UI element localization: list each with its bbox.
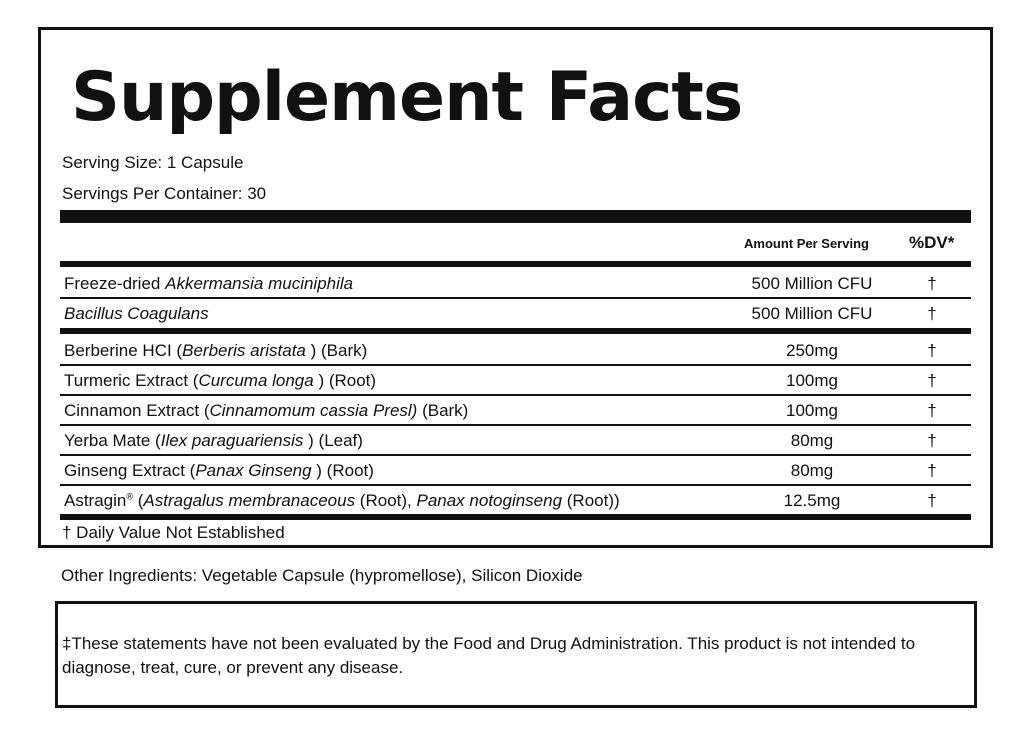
ingredient-row-astragin xyxy=(60,486,971,516)
ingredient-name: Berberine HCI (Berberis aristata ) (Bark) xyxy=(64,341,368,360)
other-ingredients: Other Ingredients: Vegetable Capsule (hypromellose), Silicon Dioxide xyxy=(61,566,583,585)
ingredient-row xyxy=(60,366,971,396)
servings-per-container: Servings Per Container: 30 xyxy=(62,184,267,203)
ingredient-dv: † xyxy=(927,341,937,360)
registered-mark: ® xyxy=(126,491,134,502)
ingredient-name: Yerba Mate (Ilex paraguariensis ) (Leaf) xyxy=(64,431,363,450)
header-percent-dv: %DV* xyxy=(909,233,955,252)
header-amount-per-serving: Amount Per Serving xyxy=(744,236,869,251)
ingredient-amount: 500 Million CFU xyxy=(751,304,873,323)
divider-section xyxy=(60,328,971,334)
ingredient-row xyxy=(60,336,971,366)
fda-disclaimer-box xyxy=(55,601,977,708)
divider-bottom xyxy=(60,514,971,520)
ingredient-dv: † xyxy=(927,401,937,420)
ingredient-amount: 12.5mg xyxy=(783,491,841,510)
ingredient-amount: 100mg xyxy=(786,371,838,390)
ingredient-amount: 100mg xyxy=(786,401,838,420)
ingredient-amount: 250mg xyxy=(786,341,838,360)
ingredient-dv: † xyxy=(927,274,937,293)
panel-title: Supplement Facts xyxy=(71,58,743,137)
ingredient-amount: 500 Million CFU xyxy=(751,274,873,293)
daily-value-footnote: † Daily Value Not Established xyxy=(62,523,285,542)
supplement-facts-panel xyxy=(38,27,993,548)
ingredient-name: Ginseng Extract (Panax Ginseng ) (Root) xyxy=(64,461,374,480)
ingredient-row xyxy=(60,396,971,426)
ingredient-name: Freeze-dried Akkermansia muciniphila xyxy=(64,274,354,293)
ingredient-row xyxy=(60,426,971,456)
ingredient-amount: 80mg xyxy=(790,461,834,480)
ingredient-row xyxy=(60,299,971,329)
ingredient-name: Astragin® (Astragalus membranaceous (Root), Panax notoginseng (Root)) xyxy=(64,491,620,510)
ingredient-dv: † xyxy=(927,461,937,480)
ingredient-dv: † xyxy=(927,491,937,510)
ingredient-name: Turmeric Extract (Curcuma longa ) (Root) xyxy=(64,371,377,390)
ingredient-name: Bacillus Coagulans xyxy=(64,304,209,323)
thick-divider-top xyxy=(60,210,971,223)
fda-disclaimer-text: ‡These statements have not been evaluated by the Food and Drug Administration. This product is not intended to diagnose, treat, cure, or prevent any disease. xyxy=(62,634,916,677)
divider-under-header xyxy=(60,261,971,267)
ingredient-dv: † xyxy=(927,371,937,390)
ingredient-row xyxy=(60,456,971,486)
ingredient-row xyxy=(60,269,971,299)
ingredient-dv: † xyxy=(927,431,937,450)
ingredient-name: Cinnamon Extract (Cinnamomum cassia Presl) (Bark) xyxy=(64,401,469,420)
serving-size: Serving Size: 1 Capsule xyxy=(62,153,244,172)
ingredient-amount: 80mg xyxy=(790,431,834,450)
ingredient-dv: † xyxy=(927,304,937,323)
